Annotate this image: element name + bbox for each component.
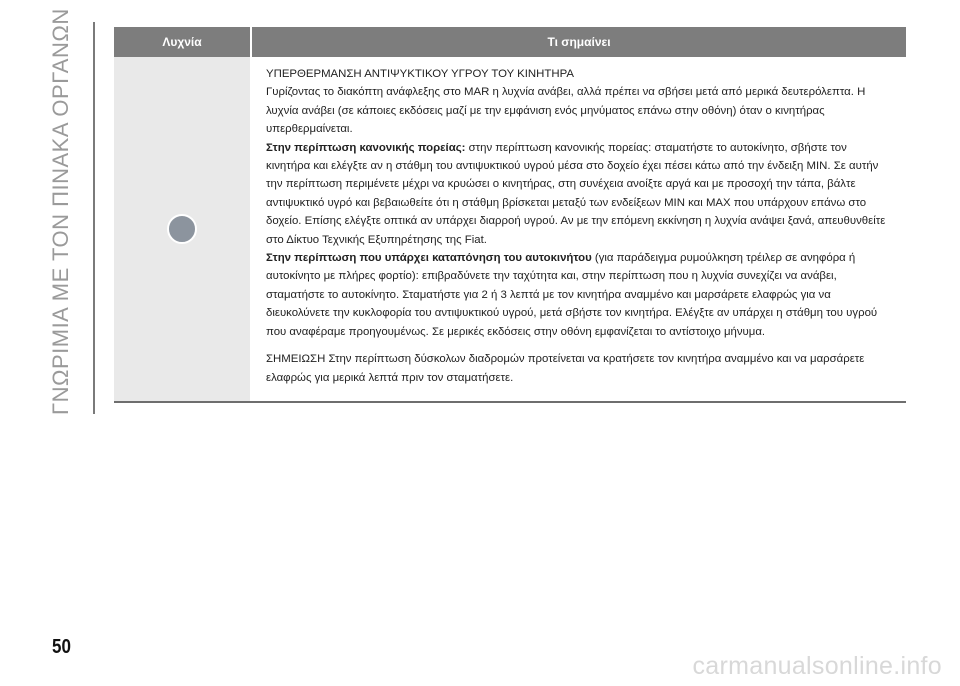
table-row: [114, 57, 906, 403]
strain-text: (για παράδειγμα ρυμούλκηση τρέιλερ σε ανηφόρα ή αυτοκίνητο με πλήρες φορτίο): επιβραδύνετε την ταχύτητα και, στην περίπτωση που η λυχνία συνεχίζει να ανάβει, σταματήστε το αυτοκίνητο. Σταματήστε για 2 ή 3 λεπτά με τον κινητήρα αναμμένο και μαρσάρετε ελαφρώς για να διευκολύνετε την κυκλοφορία του αντιψυκτικού υγρού, μετά σβήστε τον κινητήρα. Ελέγξτε αν υπάρχει η στάθμη του υγρού που αναφέραμε προηγουμένως. Σε μερικές εκδόσεις στην οθόνη εμφανίζεται το αντίστοιχο μήνυμα.: [266, 252, 878, 338]
normal-driving-label: Στην περίπτωση κανονικής πορείας:: [266, 141, 466, 154]
header-lamp: Λυχνία: [114, 27, 252, 57]
lamp-cell: [114, 57, 252, 401]
row-intro: Γυρίζοντας το διακόπτη ανάφλεξης στο MAR η λυχνία ανάβει, αλλά πρέπει να σβήσει μετά από μερικά δευτερόλεπτα. Η λυχνία ανάβει (σε κάποιες εκδόσεις μαζί με την εμφάνιση ενός μηνύματος επάνω στην οθόνη) όταν ο κινητήρας υπερθερμαίνεται.: [266, 86, 866, 136]
note-paragraph: ΣΗΜΕΙΩΣΗ Στην περίπτωση δύσκολων διαδρομών προτείνεται να κρατήσετε τον κινητήρα αναμμένο και να μαρσάρετε ελαφρώς για μερικά λεπτά πριν τον σταματήσετε.: [266, 353, 865, 384]
coolant-temperature-warning-icon: [167, 214, 197, 244]
section-title: ΓΝΩΡΙΜΙΑ ΜΕ ΤΟΝ ΠΙΝΑΚΑ ΟΡΓΑΝΩΝ: [48, 8, 73, 415]
strain-label: Στην περίπτωση που υπάρχει καταπόνηση του αυτοκινήτου: [266, 252, 592, 265]
page-number: 50: [52, 636, 71, 658]
strain-paragraph: [266, 249, 894, 341]
side-divider: [93, 22, 95, 414]
row-heading: ΥΠΕΡΘΕΡΜΑΝΣΗ ΑΝΤΙΨΥΚΤΙΚΟΥ ΥΓΡΟΥ ΤΟΥ ΚΙΝΗΤΗΡΑ: [266, 68, 574, 80]
watermark: carmanualsonline.info: [692, 652, 942, 680]
header-meaning: Τι σημαίνει: [547, 35, 611, 49]
normal-driving-text: στην περίπτωση κανονικής πορείας: σταματήστε το αυτοκίνητο, σβήστε τον κινητήρα και ελέγξτε αν η στάθμη του αντιψυκτικού υγρού μέσα στο δοχείο έχει πέσει κάτω από την ένδειξη MIN. Σε αυτήν την περίπτωση περιμένετε μέχρι να κρυώσει ο κινητήρας, στη συνέχεια ανοίξτε αργά και με προσοχή την τάπα, βάλτε αντιψυκτικό υγρό και βεβαιωθείτε ότι η στάθμη βρίσκεται μεταξύ των ενδείξεων MIN και MAX που υπάρχουν επάνω στο δοχείο. Επίσης ελέγξτε οπτικά αν υπάρχει διαρροή υγρού. Αν με την επόμενη εκκίνηση η λυχνία ανάψει ξανά, απευθυνθείτε στο Δίκτυο Τεχνικής Εξυπηρέτησης της Fiat.: [266, 141, 886, 246]
table-header: [114, 27, 906, 57]
normal-driving-paragraph: [266, 139, 894, 249]
warning-lamp-table: [114, 27, 906, 403]
meaning-cell: [252, 57, 906, 401]
